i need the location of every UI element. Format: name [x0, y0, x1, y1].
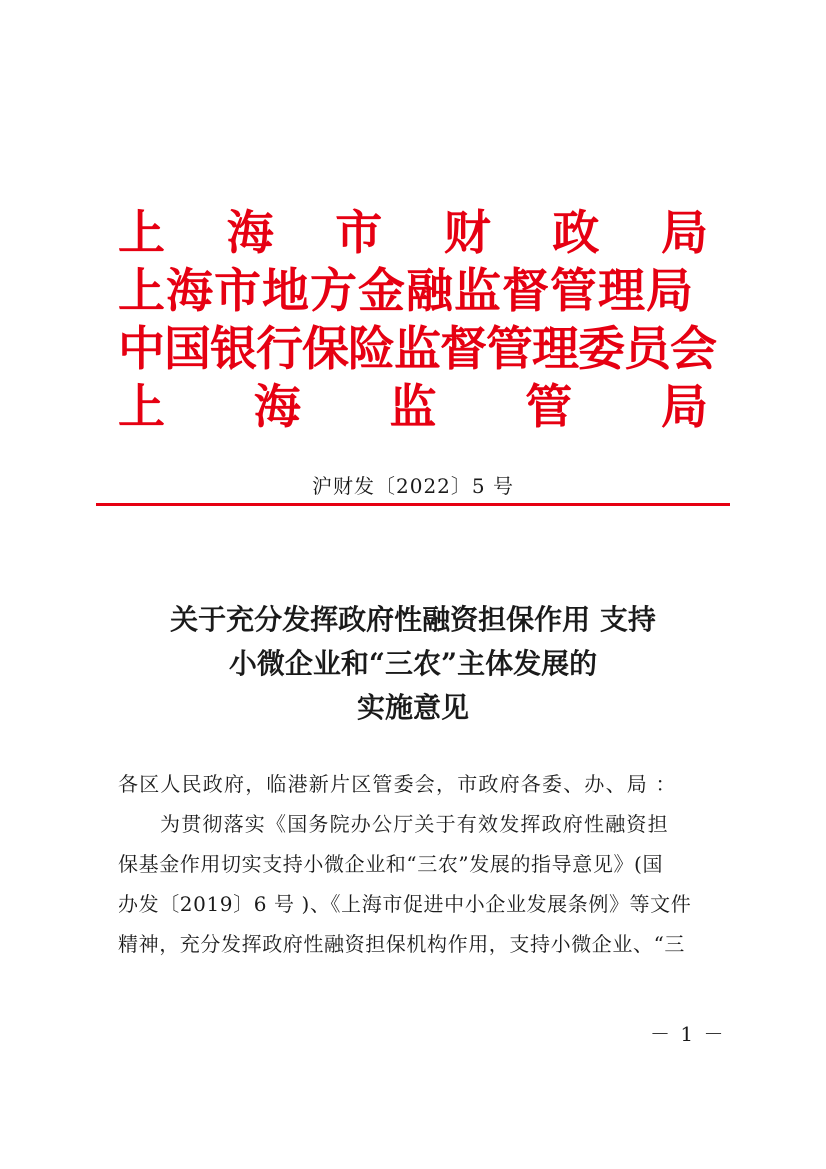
issuer-char: 财	[443, 206, 491, 261]
issuer-char: 上	[118, 206, 165, 261]
issuer-char: 管	[525, 380, 573, 435]
issuer-char: 市	[335, 206, 383, 261]
issuer-char: 监	[389, 380, 437, 435]
issuer-char: 海	[226, 206, 274, 261]
issuer-shanghai-regulatory-bureau	[118, 382, 708, 434]
title-line: 实施意见	[356, 691, 469, 724]
issuer-shanghai-finance-bureau	[118, 208, 708, 260]
issuer-cbirc	[118, 322, 716, 377]
salutation: 各区人民政府，临港新片区管委会，市政府各委、办、局 ：	[118, 772, 677, 796]
issuer-char: 局	[660, 206, 708, 261]
paragraph-line: 保基金作用切实支持小微企业和“三农”发展的指导意见》(国	[118, 852, 664, 876]
issuer-char: 局	[661, 380, 708, 435]
issuer-text: 上海市地方金融监督管理局	[118, 264, 694, 319]
issuer-text: 中国银行保险监督管理委员会	[118, 322, 716, 377]
paragraph-line: 精神，充分发挥政府性融资担保机构作用，支持小微企业、“三	[118, 932, 686, 956]
paragraph-line: 为贯彻落实《国务院办公厅关于有效发挥政府性融资担	[160, 812, 669, 836]
red-divider-line	[96, 503, 730, 506]
paragraph-line: 办发〔2019〕6 号 )、《上海市促进中小企业发展条例》等文件	[118, 892, 692, 916]
document-title	[0, 598, 826, 730]
document-number: 沪财发〔2022〕5 号	[312, 474, 514, 498]
title-line: 小微企业和“三农”主体发展的	[228, 647, 598, 680]
issuer-char: 政	[552, 206, 600, 261]
issuer-local-financial-regulation-bureau	[118, 266, 708, 318]
page-number: － 1 －	[650, 1022, 726, 1046]
issuer-block	[118, 206, 716, 440]
body-text	[118, 764, 712, 964]
title-line: 关于充分发挥政府性融资担保作用 支持	[170, 603, 656, 636]
issuer-char: 海	[253, 380, 301, 435]
issuer-char: 上	[118, 380, 165, 435]
